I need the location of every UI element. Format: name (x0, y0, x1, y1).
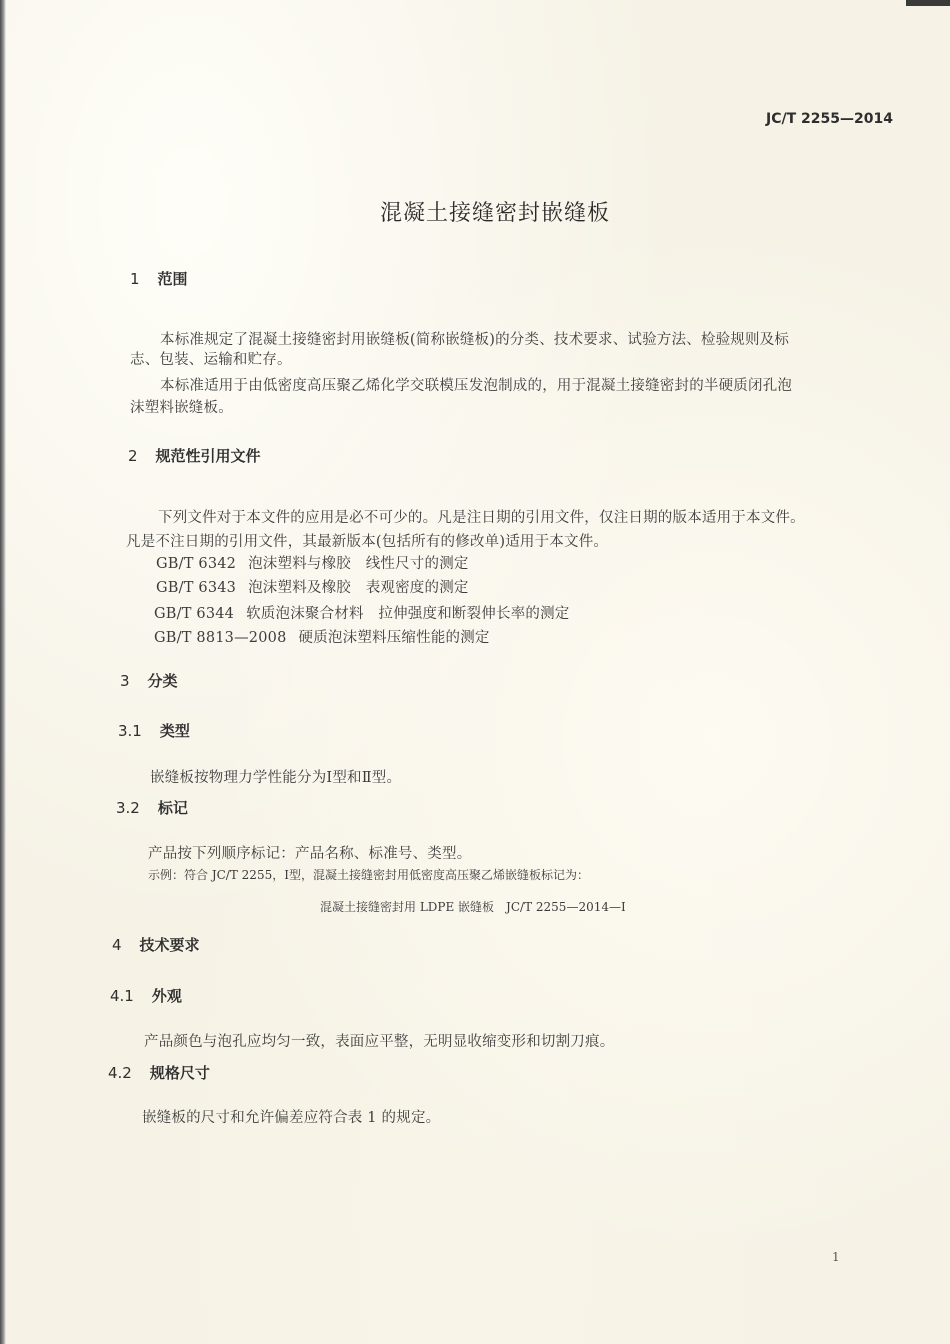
section-4-1-title: 外观 (151, 987, 182, 1005)
section-4-title: 技术要求 (139, 936, 200, 954)
section-3-heading (120, 670, 178, 691)
marking-example-line-1: 示例：符合 JC/T 2255，Ⅰ型，混凝土接缝密封用低密度高压聚乙烯嵌缝板标记为： (148, 868, 589, 882)
standard-code: JC/T 2255—2014 (766, 111, 893, 127)
reference-code: GB/T 6344 (154, 606, 235, 622)
section-1-title: 范围 (157, 270, 188, 288)
section-4-2-number: 4.2 (108, 1064, 132, 1082)
section-3-1-heading (118, 720, 190, 741)
reference-name: 软质泡沫聚合材料 拉伸强度和断裂伸长率的测定 (246, 606, 570, 622)
marking-example-line-2: 混凝土接缝密封用 LDPE 嵌缝板 JC/T 2255—2014—Ⅰ (320, 900, 626, 914)
section-3-2-number: 3.2 (116, 799, 140, 817)
section-4-2-title: 规格尺寸 (149, 1064, 210, 1082)
document-title: 混凝土接缝密封嵌缝板 (380, 201, 611, 226)
scan-corner-mark (906, 0, 950, 6)
section-2-number: 2 (128, 447, 138, 465)
reference-item (154, 602, 570, 623)
reference-name: 硬质泡沫塑料压缩性能的测定 (298, 630, 490, 646)
section-4-heading (112, 934, 200, 955)
section-3-2-text: 产品按下列顺序标记：产品名称、标准号、类型。 (148, 846, 472, 862)
section-1-heading (130, 268, 188, 289)
reference-name: 泡沫塑料与橡胶 线性尺寸的测定 (248, 556, 469, 572)
section-4-1-number: 4.1 (110, 987, 134, 1005)
section-4-1-text: 产品颜色与泡孔应均匀一致，表面应平整，无明显收缩变形和切割刀痕。 (144, 1034, 615, 1050)
reference-code: GB/T 6343 (156, 580, 237, 596)
reference-item (156, 576, 469, 597)
section-1-number: 1 (130, 270, 140, 288)
reference-name: 泡沫塑料及橡胶 表观密度的测定 (248, 580, 469, 596)
section-3-2-title: 标记 (157, 799, 188, 817)
reference-item (154, 626, 490, 647)
reference-code: GB/T 6342 (156, 556, 237, 572)
section-1-paragraph-2-line-2: 沫塑料嵌缝板。 (130, 400, 233, 416)
section-3-1-text: 嵌缝板按物理力学性能分为Ⅰ型和Ⅱ型。 (150, 770, 402, 786)
section-4-1-heading (110, 985, 182, 1006)
section-3-2-heading (116, 797, 188, 818)
section-4-number: 4 (112, 936, 122, 954)
section-2-paragraph-line-1: 下列文件对于本文件的应用是必不可少的。凡是注日期的引用文件，仅注日期的版本适用于本文件。 (158, 510, 805, 526)
section-1-paragraph-1-line-1: 本标准规定了混凝土接缝密封用嵌缝板(简称嵌缝板)的分类、技术要求、试验方法、检验规则及标 (160, 332, 790, 348)
section-1-paragraph-1-line-2: 志、包装、运输和贮存。 (130, 352, 292, 368)
section-4-2-text: 嵌缝板的尺寸和允许偏差应符合表 1 的规定。 (142, 1110, 441, 1126)
section-3-number: 3 (120, 672, 130, 690)
section-3-title: 分类 (147, 672, 178, 690)
scan-left-edge (0, 0, 6, 1344)
section-2-paragraph-line-2: 凡是不注日期的引用文件，其最新版本(包括所有的修改单)适用于本文件。 (126, 534, 609, 550)
section-2-title: 规范性引用文件 (155, 447, 261, 465)
section-2-heading (128, 445, 261, 466)
section-1-paragraph-2-line-1: 本标准适用于由低密度高压聚乙烯化学交联模压发泡制成的，用于混凝土接缝密封的半硬质闭孔泡 (160, 378, 793, 394)
section-3-1-title: 类型 (159, 722, 190, 740)
section-4-2-heading (108, 1062, 210, 1083)
reference-item (156, 552, 469, 573)
page-number: 1 (832, 1250, 840, 1264)
section-3-1-number: 3.1 (118, 722, 142, 740)
reference-code: GB/T 8813—2008 (154, 630, 287, 646)
